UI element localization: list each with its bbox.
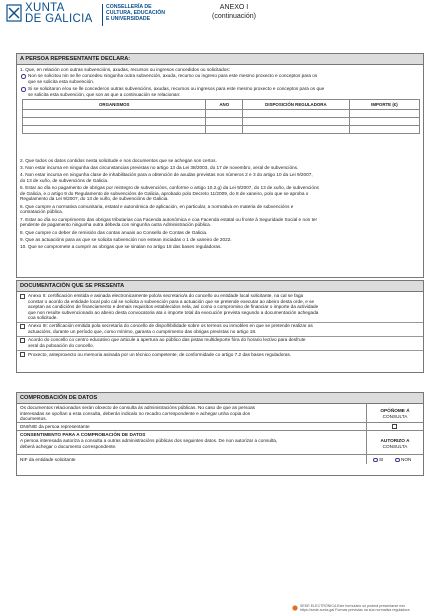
declaration-line: do 13 de xuño, de subvencións de Galicia. — [20, 177, 109, 183]
radio-non[interactable] — [395, 458, 400, 463]
doc-label: coa solicitude. — [28, 315, 58, 320]
option-label: Si se solicitaron e/ou se lle concederon outras subvencións, axudas, recursos ou ingresos para este mesmo proxecto e conceptos para os que — [28, 86, 325, 91]
declaration-line: 3. Non estar incursa en ningunha das circunstancias previstas no artigo 13 da Lei 38/2003, do 17 de novembro, xeral de subvencións. — [20, 165, 299, 170]
dni-oppose-cell — [367, 423, 423, 431]
doc-label: Acordo do concello co centro educativo que articule a apertura ao público das pistas multideporte fóra do horario lectivo para desfrute — [28, 337, 306, 342]
documents-section — [16, 280, 424, 373]
section-title: COMPROBACIÓN DE DATOS — [17, 393, 423, 404]
checkbox-oppose-dni[interactable] — [392, 424, 397, 429]
dni-row: DNI/NIE da persoa representante — [17, 423, 367, 431]
page-header — [6, 2, 436, 30]
footer-line: SEDE ELECTRÓNICA Este formulario só poderá presentarse nes — [300, 604, 406, 608]
doc-label: xeral da poboación do concello. — [28, 342, 94, 348]
table-row — [23, 110, 420, 118]
consent-box: CONSENTIMENTO PARA A COMPROBACIÓN DE DATOS A persoa interesada autoriza a consulta a outras administracións públicas dos seguintes datos. De non autorizar a consulta, deberá achegar o documento correspondente. — [17, 431, 367, 455]
checkbox-acordo[interactable] — [20, 338, 25, 343]
option-label: Non se solicitou nin se lle concedeu ningunha outra subvención, axuda, recurso ou ingreso para este mesmo proxecto e conceptos para os — [28, 73, 318, 78]
logo-separator — [102, 4, 103, 26]
declaration-line: Regulamento da Lei 9/2007, do 13 de xuño, de subvencións de Galicia. — [20, 196, 169, 201]
declaration-line: pendente de pagamento ningunha outra débeda con ningunha outra Administración pública. — [20, 222, 212, 227]
intro-line: interesadas se opoñan a esta consulta, deberán indicalo no recadro correspondente e achegar unha copia dos — [20, 410, 251, 416]
nif-row: NIF da entidade solicitante — [17, 455, 367, 464]
autorizo-header: AUTORIZO A CONSULTA — [367, 431, 423, 455]
option-label: se solicita esta subvención, que son as que a continuación se relacionan: — [28, 91, 181, 97]
declaration-item-1: 1. Que, en relación con outras subvencións, axudas, recursos ou ingresos concedidos ou solicitados: — [20, 67, 231, 72]
declaration-line: 7. Estar ao día no cumprimento das obrigas tributarias coa Facenda autonómica e coa Facenda estatal ou fronte á Seguridade Social e non ter — [20, 216, 318, 222]
declaration-line: 9. Que as actuacións para as que se solicita subvención non estean iniciadas o 1 de xaneiro de 2022. — [20, 236, 232, 242]
doc-label: que non resulte subvencionado ao abeiro desta convocatoria ata o importe total da execución prevista segundo a documentación achegada — [28, 309, 319, 315]
declaration-line: 4. Non estar incursa en ningunha clase de inhabilitación para a obtención de axudas previstas nos números 2 e 3 do artigo 10 da Lei 9/2007, — [20, 172, 313, 177]
nif-authorize-cell — [367, 455, 423, 464]
checkbox-anexo-iii[interactable] — [20, 324, 25, 329]
declaration-section — [16, 53, 424, 278]
declaration-line: de Galicia, e o artigo 9 do Regulamento de subvencións de Galicia, aprobado polo Decreto 11/2009, do 8 de xaneiro, polo que se aproba o — [20, 190, 309, 196]
option-label: que se solicita esta subvención. — [28, 78, 95, 84]
doc-label: actuacións, durante un período que, como mínimo, garanta o cumprimento das obrigas previstas no artigo 18. — [28, 328, 257, 334]
col-importe: IMPORTE (€) — [349, 100, 419, 110]
col-disposicion: DISPOSICIÓN REGULADORA — [243, 100, 350, 110]
table-row — [23, 118, 420, 126]
declaration-line: 2. Que todos os datos contidos nesta solicitude e nos documentos que se achegan son certos. — [20, 158, 217, 163]
section-title: DOCUMENTACIÓN QUE SE PRESENTA — [17, 281, 423, 292]
subsidies-table — [22, 99, 420, 134]
declaration-line: contratación pública. — [20, 209, 63, 214]
radio-other-subsidies[interactable] — [21, 87, 26, 92]
declaration-line: 6. Que cumpre a normativa comunitaria, estatal e autonómica de aplicación, en particular, a normativa en materia de subvencións e — [20, 203, 294, 209]
radio-si-label: SI — [379, 456, 384, 462]
data-verification-section — [16, 392, 424, 476]
col-organismos: ORGANISMOS — [23, 100, 206, 110]
table-row — [23, 126, 420, 134]
opo-header: OPÓÑOME Á CONSULTA — [367, 403, 423, 423]
checkbox-anexo-ii[interactable] — [20, 294, 25, 299]
xunta-logo-icon — [6, 4, 22, 22]
checkbox-proxecto[interactable] — [20, 352, 25, 357]
declaration-line: 10. Que se compromete a cumprir as obrigas que se sinalan no artigo 18 das bases reguladoras. — [20, 243, 222, 249]
radio-si[interactable] — [373, 458, 378, 463]
doc-label: Anexo II: certificación emitida e asinada electronicamente polo/a secretario/a do concello ou entidade local solicitante, na cal se faga — [28, 293, 304, 298]
sede-electronica-icon — [292, 605, 298, 611]
logo-text: XUNTA DE GALICIA — [25, 2, 93, 25]
doc-label: Proxecto, anteproxecto ou memoria asinada por un técnico competente, de conformidade co artigo 7.2 das bases reguladoras. — [28, 351, 292, 357]
annex-title: ANEXO I (continuación) — [212, 4, 256, 20]
radio-non-label: NON — [401, 456, 412, 462]
declaration-line: 5. Estar ao día no pagamento de obrigas por reintegro de subvencións, conforme o artigo 10.2.g) da Lei 9/2007, do 13 de xuño, de subvencións — [20, 185, 319, 190]
col-ano: ANO — [206, 100, 243, 110]
doc-label: Anexo III: certificación emitida pola secretaría do concello de dispoñibilidade sobre os terreos ou inmobles en que se pretende realizar as — [28, 323, 313, 328]
declaration-line: 8. Que cumpre co deber de remisión das contas anuais ao Consello de Contas de Galicia. — [20, 229, 208, 235]
doc-label: aceptan as condicións de financiamento e demais requisitos establecidos nela, así como o compromiso de financiar o importe da actividade — [28, 304, 319, 309]
footer-line: https://sede.xunta.gal Formas previstas na súa normativa reguladora — [300, 608, 410, 613]
footer-note — [300, 604, 409, 613]
verification-intro-box — [17, 403, 367, 423]
intro-line: Os documentos relacionados serán obxecto de consulta ás administracións públicas. No caso de que as persoas — [20, 405, 256, 410]
doc-label: constar o acordo da entidade local polo cal se solicita a subvención para a actuación que se pretende executar ao abeiro desta orde, e se — [28, 298, 315, 304]
department-name: CONSELLERÍA DE CULTURA, EDUCACIÓN E UNIVERSIDADE — [106, 4, 165, 23]
section-title: A PERSOA REPRESENTANTE DECLARA: — [17, 54, 423, 65]
intro-line: documentos. — [20, 416, 47, 421]
radio-no-other-subsidy[interactable] — [21, 74, 26, 79]
